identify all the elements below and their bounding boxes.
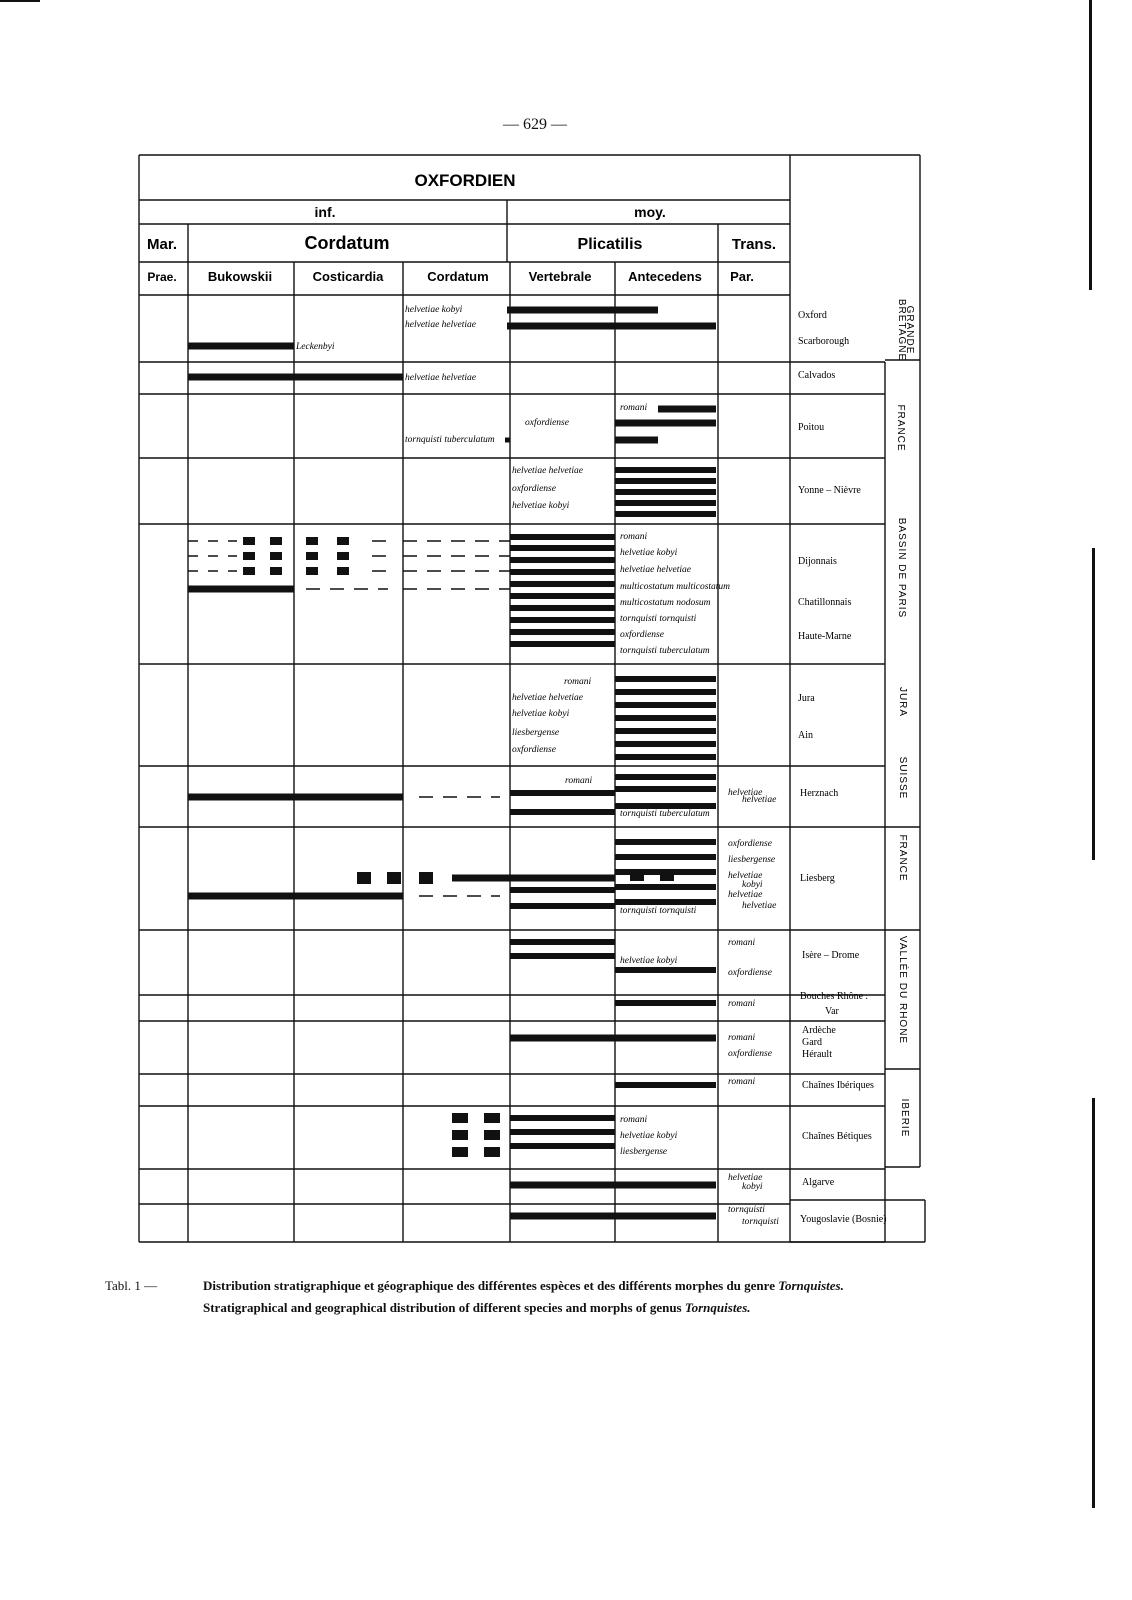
taxon-label: helvetiae kobyi [512,501,570,511]
locality-label: Calvados [798,370,836,381]
range-bar [510,629,615,635]
caption-french [203,1278,844,1294]
taxon-label: multicostatum multicostatum [620,582,731,592]
taxon-label: romani [728,1033,756,1043]
range-bar [188,893,403,900]
dashed-range-segment [443,895,457,897]
subzone-label: Bukowskii [207,269,273,284]
range-bar [510,1182,716,1189]
subzone-label: Vertebrale [528,269,592,284]
locality-label: Yougoslavie (Bosnie) [800,1214,887,1225]
substage-inf: inf. [314,204,336,220]
range-bar [188,586,294,593]
dashed-range-segment [403,540,417,542]
taxon-label: oxfordiense [620,630,664,640]
range-block [270,567,282,575]
taxon-label: helvetiae [728,1173,763,1183]
substage-moy: moy. [634,204,666,220]
dashed-range-segment [499,588,510,590]
locality-label: Poitou [798,422,825,433]
range-block [452,1147,468,1157]
dashed-range-segment [372,555,386,557]
region-label: BRETAGNE [896,298,907,362]
locality-label: Hérault [802,1049,832,1060]
dashed-range-segment [188,570,198,572]
range-bar [510,809,615,815]
range-block [243,567,255,575]
range-bar [510,887,615,893]
range-bar [510,1035,716,1042]
dashed-range-segment [427,588,441,590]
taxon-label: oxfordiense [728,839,772,849]
range-bar [615,715,716,721]
stage-title: OXFORDIEN [414,171,516,190]
locality-label: Gard [802,1037,822,1048]
taxon-label: oxfordiense [728,1049,772,1059]
taxon-label: tornquisti tuberculatum [620,809,710,819]
dashed-range-segment [208,570,218,572]
dashed-range-segment [443,796,457,798]
range-bar [615,754,716,760]
dashed-range-segment [451,588,465,590]
range-bar [188,343,294,350]
dashed-range-segment [475,555,489,557]
range-bar [615,478,716,484]
range-bar [615,967,716,973]
range-bar [615,839,716,845]
dashed-range-segment [419,796,433,798]
taxon-label: romani [728,1077,756,1087]
range-bar [615,437,658,444]
range-bar [615,728,716,734]
zone-plicatilis: Plicatilis [577,236,643,253]
dashed-range-segment [330,588,344,590]
range-block [306,552,318,560]
range-block [243,552,255,560]
dashed-range-segment [208,555,218,557]
dashed-range-segment [208,540,218,542]
range-bar [510,903,615,909]
range-bar [510,593,615,599]
range-block [484,1113,500,1123]
range-block [452,1113,468,1123]
taxon-label: romani [620,532,648,542]
range-block [270,537,282,545]
taxon-label: tornquisti tornquisti [620,614,697,624]
dashed-range-segment [499,555,510,557]
taxon-label: helvetiae [742,795,777,805]
dashed-range-segment [228,555,237,557]
range-block [243,537,255,545]
caption-english [203,1300,751,1316]
range-block [387,872,401,884]
range-bar [615,1000,716,1006]
taxon-label: romani [565,776,593,786]
dashed-range-segment [491,796,500,798]
dashed-range-segment [499,570,510,572]
taxon-label: multicostatum nodosum [620,598,711,608]
range-bar [510,1213,716,1220]
dashed-range-segment [403,570,417,572]
range-bar [505,438,510,443]
dashed-range-segment [188,555,198,557]
dashed-range-segment [228,570,237,572]
locality-label: Chaînes Bétiques [802,1131,872,1142]
locality-label: Ain [798,730,813,741]
range-bar [510,790,615,796]
taxon-label: helvetiae kobyi [620,956,678,966]
locality-label: Var [825,1006,839,1017]
range-bar [615,689,716,695]
dashed-range-segment [451,570,465,572]
range-bar [510,617,615,623]
range-block [630,871,644,881]
taxon-label: liesbergense [728,855,776,865]
taxon-label: tornquisti [742,1217,779,1227]
dashed-range-segment [491,895,500,897]
range-bar [507,307,658,314]
taxon-label: helvetiae kobyi [512,709,570,719]
range-bar [615,702,716,708]
taxon-label: kobyi [742,880,763,890]
range-block [337,567,349,575]
range-block [660,871,674,881]
dashed-range-segment [419,895,433,897]
locality-label: Algarve [802,1177,835,1188]
taxon-label: oxfordiense [728,968,772,978]
taxon-label: Leckenbyi [296,342,335,352]
range-bar [615,420,716,427]
range-block [419,872,433,884]
taxon-label: tornquisti [728,1205,765,1215]
range-block [337,552,349,560]
range-block [337,537,349,545]
range-bar [615,884,716,890]
taxon-label: kobyi [742,1182,763,1192]
range-bar [615,467,716,473]
region-label: BASSIN DE PARIS [896,517,907,619]
subzone-label: Par. [730,269,754,284]
dashed-range-segment [306,588,320,590]
range-bar [510,641,615,647]
range-bar [510,605,615,611]
locality-label: Chatillonnais [798,597,852,608]
range-bar [188,374,403,381]
range-block [484,1147,500,1157]
taxon-label: oxfordiense [525,418,569,428]
range-bar [188,794,403,801]
taxon-label: helvetiae helvetiae [405,320,476,330]
dashed-range-segment [354,588,368,590]
dashed-range-segment [467,796,481,798]
range-bar [452,875,615,882]
taxon-label: romani [620,1115,648,1125]
taxon-label: tornquisti tuberculatum [405,435,495,445]
taxon-label: liesbergense [620,1147,668,1157]
dashed-range-segment [403,555,417,557]
dashed-range-segment [427,540,441,542]
dashed-range-segment [475,540,489,542]
locality-label: Ardèche [802,1025,836,1036]
locality-label: Dijonnais [798,556,837,567]
range-bar [615,511,716,517]
taxon-label: helvetiae kobyi [620,1131,678,1141]
range-bar [615,854,716,860]
region-label: SUISSE [897,756,908,800]
taxon-label: helvetiae helvetiae [620,565,691,575]
range-bar [615,489,716,495]
taxon-label: romani [620,403,648,413]
caption-french-text: Distribution stratigraphique et géographique des différentes espèces et des différents morphes du genre [203,1278,779,1293]
locality-label: Isère – Drome [802,950,860,961]
dashed-range-segment [475,570,489,572]
taxon-label: helvetiae [742,901,777,911]
subzone-label: Antecedens [628,269,702,284]
dashed-range-segment [188,540,198,542]
range-bar [510,545,615,551]
taxon-label: helvetiae [728,788,763,798]
locality-label: Liesberg [800,873,835,884]
taxon-label: oxfordiense [512,745,556,755]
region-label: VALLÉE DU RHONE [897,935,908,1045]
range-bar [615,500,716,506]
region-label: IBERIE [899,1098,910,1138]
range-bar [510,1115,615,1121]
taxon-label: tornquisti tuberculatum [620,646,710,656]
dashed-range-segment [378,588,388,590]
dashed-range-segment [427,570,441,572]
taxon-label: helvetiae kobyi [405,305,463,315]
locality-label: Scarborough [798,336,850,347]
dashed-range-segment [451,540,465,542]
range-bar [615,786,716,792]
range-bar [615,899,716,905]
subzone-label: Costicardia [312,269,384,284]
range-block [306,537,318,545]
region-label: FRANCE [895,404,906,452]
range-bar [658,406,716,413]
taxon-label: helvetiae [728,871,763,881]
range-bar [510,569,615,575]
taxon-label: tornquisti tornquisti [620,906,697,916]
range-bar [615,774,716,780]
taxon-label: romani [728,938,756,948]
taxon-label: helvetiae helvetiae [405,373,476,383]
range-bar [510,581,615,587]
range-bar [510,953,615,959]
range-bar [615,741,716,747]
range-block [357,872,371,884]
dashed-range-segment [467,895,481,897]
taxon-label: helvetiae helvetiae [512,693,583,703]
dashed-range-segment [403,588,417,590]
range-bar [615,676,716,682]
zone-trans: Trans. [731,236,777,253]
dashed-range-segment [451,555,465,557]
range-bar [510,1129,615,1135]
locality-label: Chaînes Ibériques [802,1080,874,1091]
taxon-label: romani [564,677,592,687]
region-label: GRANDE [904,305,915,355]
range-bar [510,534,615,540]
range-bar [510,557,615,563]
range-block [270,552,282,560]
taxon-label: romani [728,999,756,1009]
taxon-label: helvetiae [728,890,763,900]
range-bar [510,1143,615,1149]
caption-french-genus: Tornquistes. [778,1278,844,1293]
dashed-range-segment [372,570,386,572]
locality-label: Jura [798,693,815,704]
locality-label: Herznach [800,788,839,799]
taxon-label: helvetiae kobyi [620,548,678,558]
range-bar [510,939,615,945]
region-label: FRANCE [897,834,908,882]
range-bar [615,1082,716,1088]
caption-english-text: Stratigraphical and geographical distribution of different species and morphs of genus [203,1300,685,1315]
page-number: — 629 — [503,116,567,133]
range-bar [507,323,716,330]
zone-mar: Mar. [146,236,178,253]
locality-label: Oxford [798,310,827,321]
locality-label: Haute-Marne [798,631,852,642]
dashed-range-segment [372,540,386,542]
range-block [306,567,318,575]
dashed-range-segment [499,540,510,542]
taxon-label: oxfordiense [512,484,556,494]
region-label: JURA [897,686,908,718]
dashed-range-segment [228,540,237,542]
range-block [484,1130,500,1140]
taxon-label: liesbergense [512,728,560,738]
dashed-range-segment [427,555,441,557]
subzone-label: Prae. [147,270,177,284]
taxon-label: helvetiae helvetiae [512,466,583,476]
dashed-range-segment [475,588,489,590]
subzone-label: Cordatum [427,269,489,284]
locality-label: Bouches Rhône . [800,991,869,1002]
locality-label: Yonne – Nièvre [798,485,861,496]
caption-english-genus: Tornquistes. [684,1300,751,1315]
zone-cordatum: Cordatum [304,233,390,253]
caption-label: Tabl. 1 — [105,1278,158,1293]
range-block [452,1130,468,1140]
